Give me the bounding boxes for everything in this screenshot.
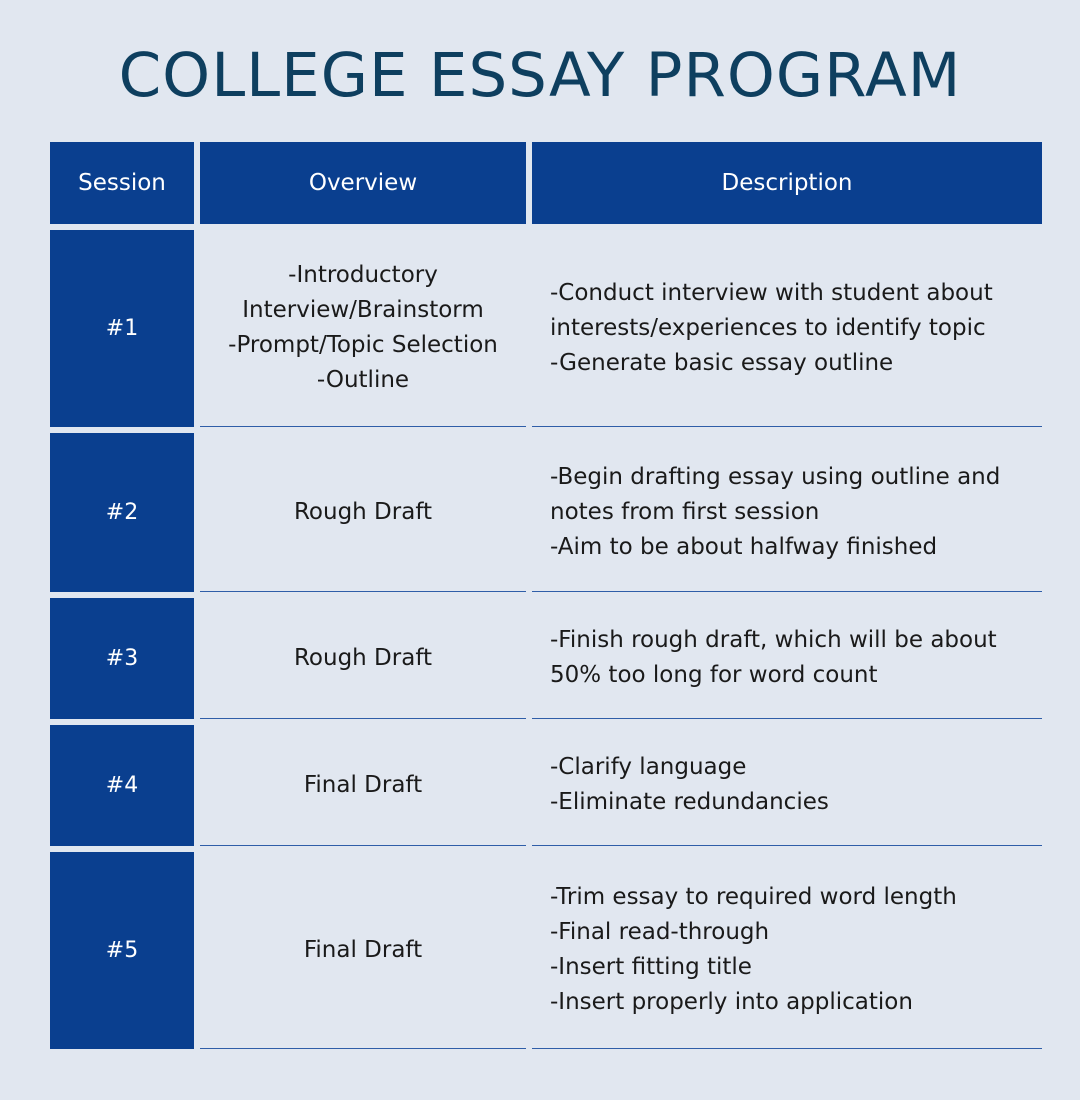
session-number: #3	[50, 598, 194, 719]
description-line: interests/experiences to identify topic	[550, 314, 986, 341]
description-line: -Trim essay to required word length	[550, 884, 957, 910]
overview-line: -Introductory	[288, 262, 438, 288]
page-title: COLLEGE ESSAY PROGRAM	[118, 40, 962, 111]
session-number: #1	[50, 230, 194, 427]
overview-cell	[200, 230, 526, 427]
description-cell	[532, 433, 1042, 592]
overview-cell	[200, 598, 526, 719]
description-cell	[532, 230, 1042, 427]
description-line: -Insert properly into application	[550, 989, 913, 1015]
overview-line: Rough Draft	[293, 644, 433, 671]
description-line: -Eliminate redundancies	[550, 789, 829, 815]
session-number: #4	[50, 725, 194, 846]
overview-cell	[200, 725, 526, 846]
session-number: #2	[50, 433, 194, 592]
table-header-row	[50, 142, 1042, 224]
overview-cell	[200, 433, 526, 592]
overview-line: -Prompt/Topic Selection	[228, 332, 498, 358]
description-line: notes from first session	[550, 498, 820, 525]
description-line: -Clarify language	[550, 754, 747, 780]
description-cell	[532, 598, 1042, 719]
description-cell	[532, 852, 1042, 1049]
overview-line: Rough Draft	[293, 498, 433, 525]
session-table	[50, 142, 1042, 1055]
header-overview: Overview	[200, 142, 526, 224]
session-number: #5	[50, 852, 194, 1049]
table-row	[50, 598, 1042, 719]
overview-line: Final Draft	[303, 936, 423, 963]
table-row	[50, 852, 1042, 1049]
description-line: -Final read-through	[550, 919, 770, 945]
overview-cell	[200, 852, 526, 1049]
header-session: Session	[50, 142, 194, 224]
table-row	[50, 433, 1042, 592]
description-line: -Conduct interview with student about	[550, 279, 993, 306]
description-line: -Finish rough draft, which will be about	[550, 627, 997, 653]
overview-line: Final Draft	[303, 771, 423, 798]
description-line: -Begin drafting essay using outline and	[550, 463, 1001, 490]
description-line: -Aim to be about halfway finished	[550, 533, 938, 560]
description-cell	[532, 725, 1042, 846]
overview-line: Interview/Brainstorm	[242, 297, 484, 323]
table-row	[50, 230, 1042, 427]
description-line: 50% too long for word count	[550, 662, 878, 688]
description-line: -Insert fitting title	[550, 954, 752, 980]
header-description: Description	[532, 142, 1042, 224]
description-line: -Generate basic essay outline	[550, 349, 894, 376]
table-row	[50, 725, 1042, 846]
overview-line: -Outline	[316, 367, 410, 393]
